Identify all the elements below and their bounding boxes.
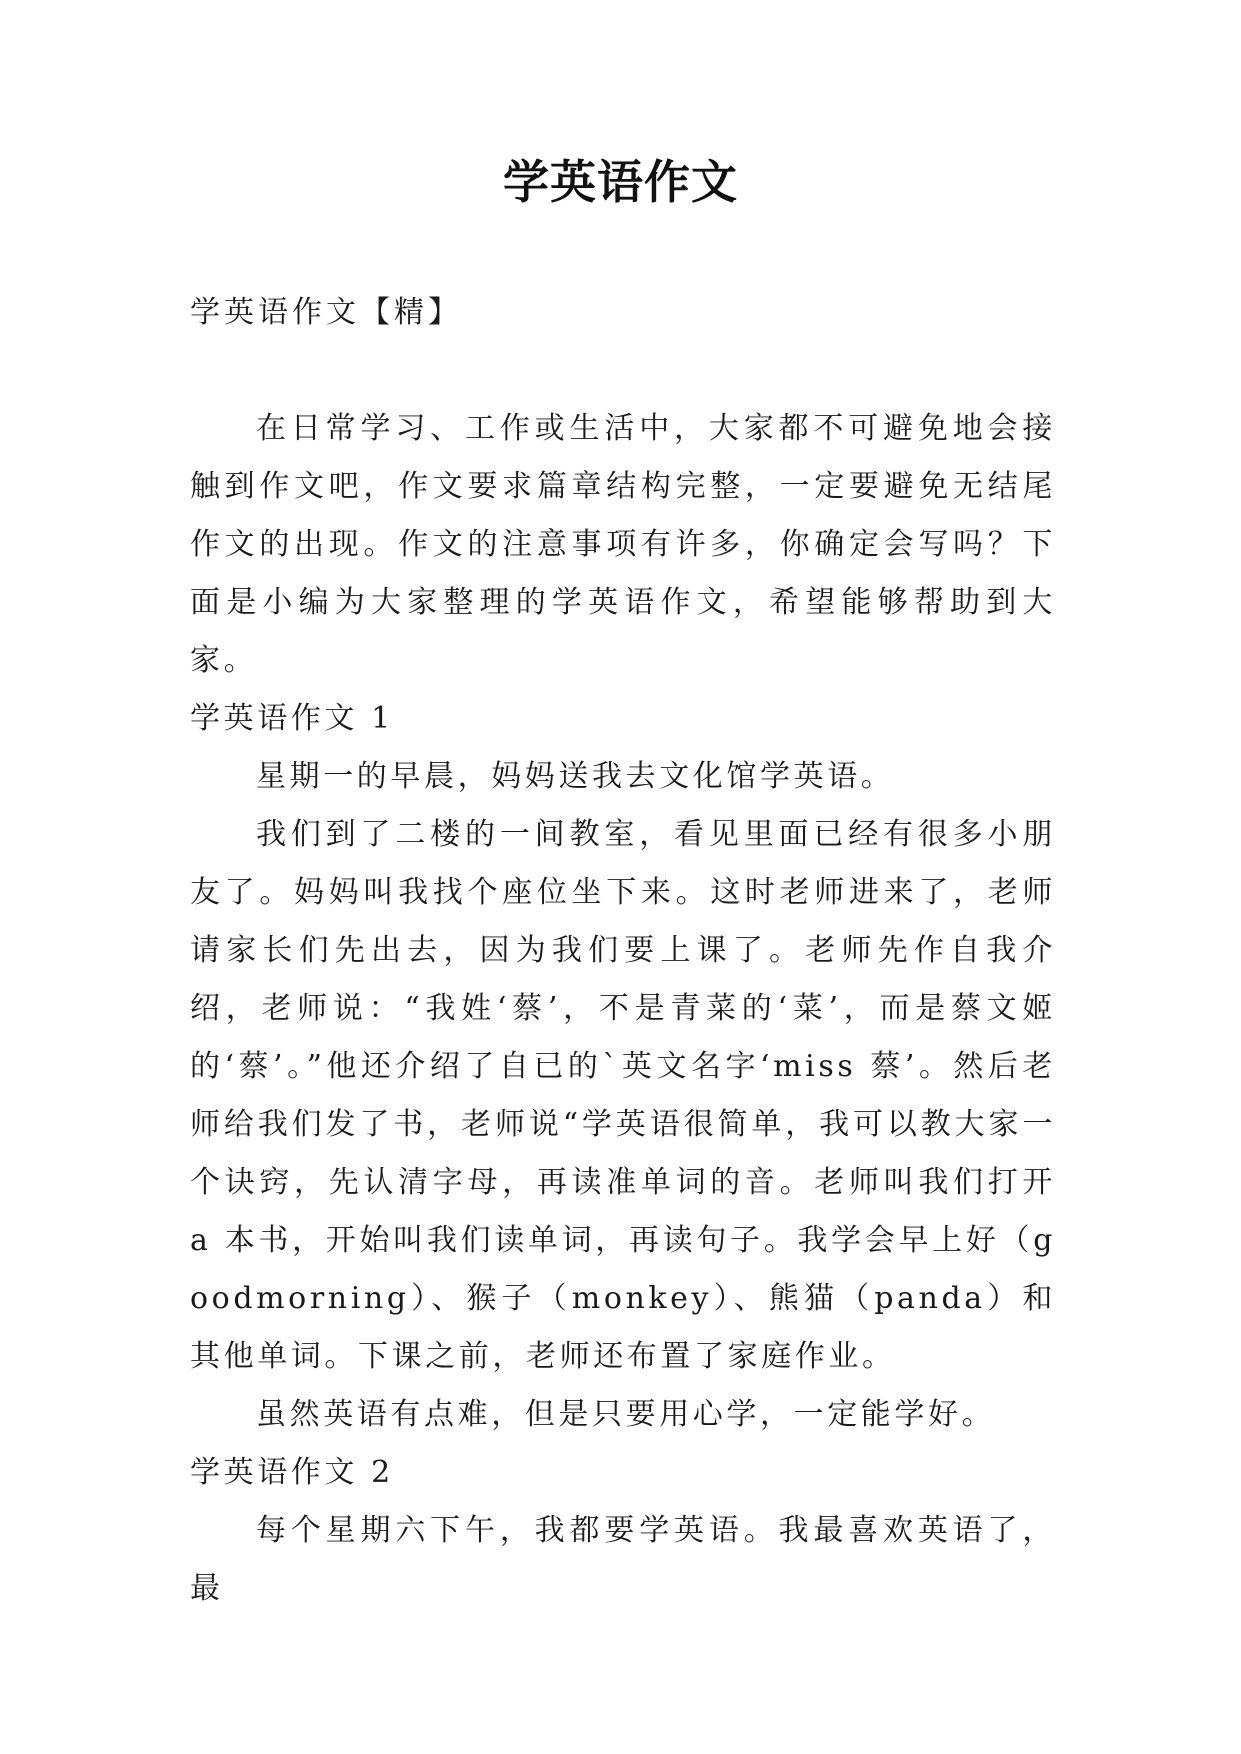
essay-1-paragraph-2: 我们到了二楼的一间教室，看见里面已经有很多小朋友了。妈妈叫我找个座位坐下来。这时老师进来了，老师请家长们先出去，因为我们要上课了。老师先作自我介绍，老师说：“我姓‘蔡’，不是青菜的‘菜’，而是蔡文姬的‘蔡’。”他还介绍了自已的`英文名字‘miss 蔡’。然后老师给我们发了书，老师说“学英语很简单，我可以教大家一个诀窍，先认清字母，再读准单词的音。老师叫我们打开 a 本书，开始叫我们读单词，再读句子。我学会早上好（goodmorning）、猴子（monkey）、熊猫（panda）和其他单词。下课之前，老师还布置了家庭作业。 <box>190 817 1056 1374</box>
essay-2-paragraph-1: 每个星期六下午，我都要学英语。我最喜欢英语了，最 <box>190 1513 1056 1606</box>
intro-section <box>190 400 1056 690</box>
essay-1-paragraph-1: 星期一的早晨，妈妈送我去文化馆学英语。 <box>256 759 895 794</box>
essays-section <box>190 690 1056 1618</box>
essay-heading-1: 学英语作文 1 <box>190 701 394 736</box>
essay-1-paragraph-3: 虽然英语有点难，但是只要用心学，一定能学好。 <box>256 1397 996 1432</box>
document-subtitle: 学英语作文【精】 <box>190 295 462 330</box>
essay-heading-2: 学英语作文 2 <box>190 1455 394 1490</box>
page-title: 学英语作文 <box>503 155 738 209</box>
intro-paragraph: 在日常学习、工作或生活中，大家都不可避免地会接触到作文吧，作文要求篇章结构完整，一定要避免无结尾作文的出现。作文的注意事项有许多，你确定会写吗？下面是小编为大家整理的学英语作文，希望能够帮助到大家。 <box>190 411 1056 678</box>
